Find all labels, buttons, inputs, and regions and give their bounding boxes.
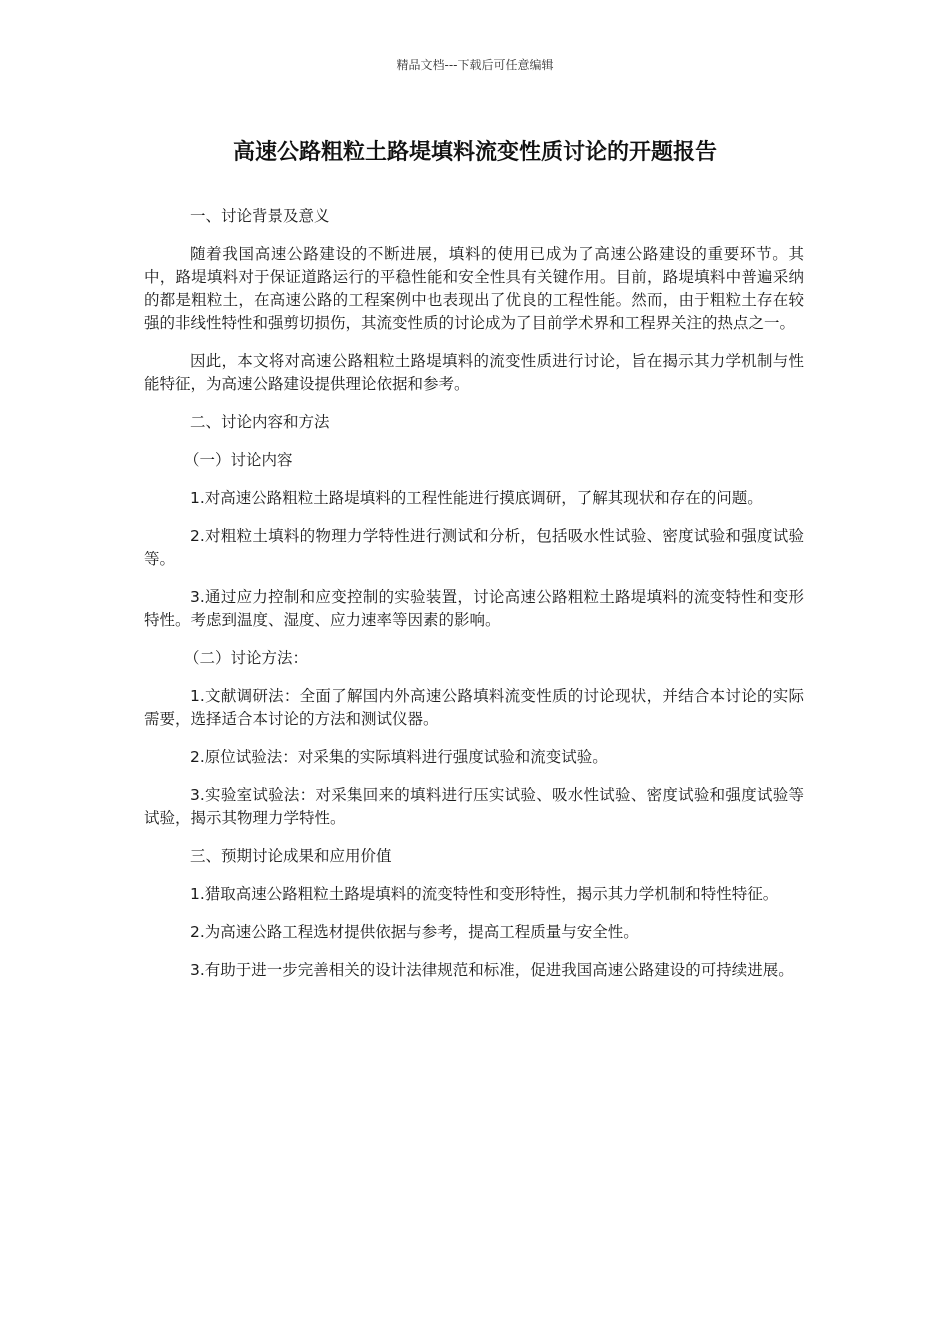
- section-heading-background: 一、讨论背景及意义: [190, 207, 330, 225]
- subheading-content: （一）讨论内容: [184, 451, 293, 469]
- content-item: 2.对粗粒土填料的物理力学特性进行测试和分析，包括吸水性试验、密度试验和强度试验等。: [144, 527, 804, 568]
- header-note: 精品文档---下载后可任意编辑: [396, 58, 554, 72]
- method-item: 2.原位试验法：对采集的实际填料进行强度试验和流变试验。: [190, 748, 608, 766]
- outcome-item: 3.有助于进一步完善相关的设计法律规范和标准，促进我国高速公路建设的可持续进展。: [190, 961, 794, 979]
- content-item: 1.对高速公路粗粒土路堤填料的工程性能进行摸底调研，了解其现状和存在的问题。: [190, 489, 763, 507]
- outcome-item: 2.为高速公路工程选材提供依据与参考，提高工程质量与安全性。: [190, 923, 639, 941]
- paragraph-purpose: 因此，本文将对高速公路粗粒土路堤填料的流变性质进行讨论，旨在揭示其力学机制与性能特征，为高速公路建设提供理论依据和参考。: [144, 352, 804, 393]
- subheading-methods: （二）讨论方法：: [184, 649, 309, 667]
- content-item: 3.通过应力控制和应变控制的实验装置，讨论高速公路粗粒土路堤填料的流变特性和变形特性。考虑到温度、湿度、应力速率等因素的影响。: [144, 588, 804, 629]
- paragraph-background: 随着我国高速公路建设的不断进展，填料的使用已成为了高速公路建设的重要环节。其中，路堤填料对于保证道路运行的平稳性能和安全性具有关键作用。目前，路堤填料中普遍采纳的都是粗粒土，在高速公路的工程案例中也表现出了优良的工程性能。然而，由于粗粒土存在较强的非线性特性和强剪切损伤，其流变性质的讨论成为了目前学术界和工程界关注的热点之一。: [144, 245, 804, 332]
- document-body: [144, 205, 804, 997]
- outcome-item: 1.猎取高速公路粗粒土路堤填料的流变特性和变形特性，揭示其力学机制和特性特征。: [190, 885, 779, 903]
- section-heading-outcomes: 三、预期讨论成果和应用价值: [190, 847, 392, 865]
- section-heading-content-methods: 二、讨论内容和方法: [190, 413, 330, 431]
- method-item: 3.实验室试验法：对采集回来的填料进行压实试验、吸水性试验、密度试验和强度试验等试验，揭示其物理力学特性。: [144, 786, 804, 827]
- document-title: 高速公路粗粒土路堤填料流变性质讨论的开题报告: [232, 140, 717, 165]
- method-item: 1.文献调研法：全面了解国内外高速公路填料流变性质的讨论现状，并结合本讨论的实际需要，选择适合本讨论的方法和测试仪器。: [144, 687, 804, 728]
